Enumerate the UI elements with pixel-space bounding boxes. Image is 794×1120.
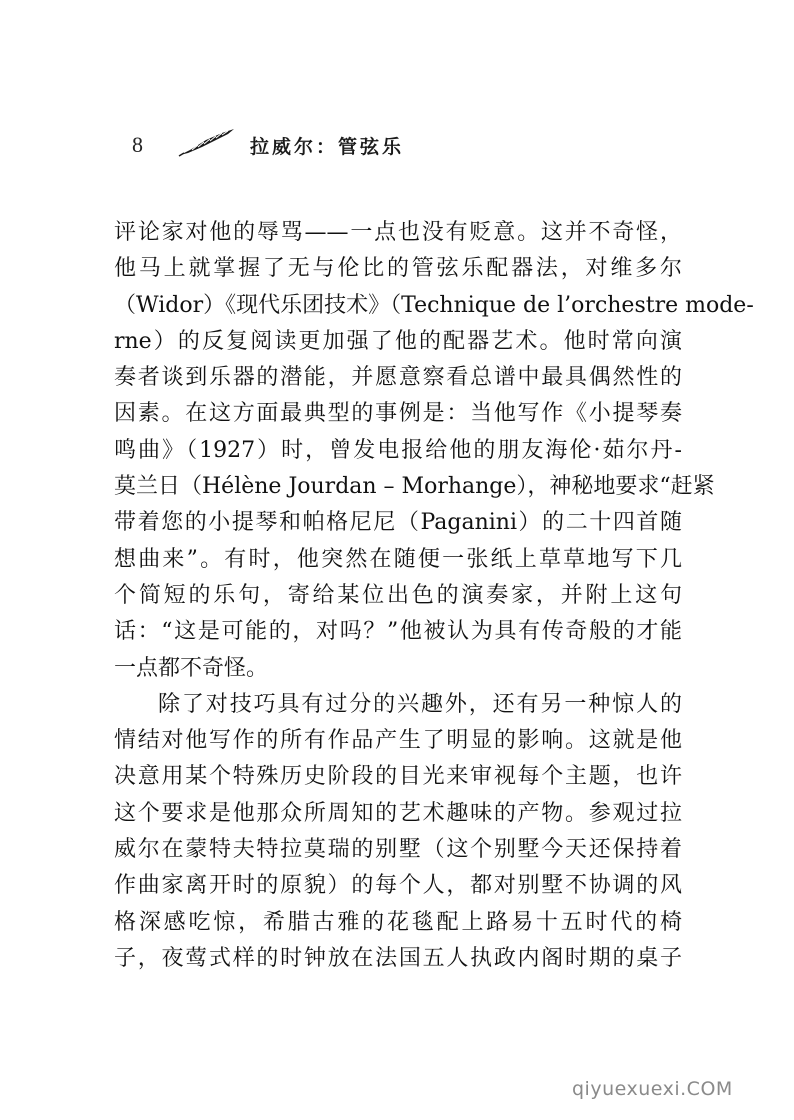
text-line: 子，夜莺式样的时钟放在法国五人执政内阁时期的桌子: [114, 945, 682, 971]
watermark-logo: qiyuexuexi.COM: [572, 1078, 733, 1100]
text-line: 因素。在这方面最典型的事例是：当他写作《小提琴奏: [114, 401, 682, 427]
text-line: 想曲来”。有时，他突然在随便一张纸上草草地写下几: [114, 546, 682, 572]
text-line: 一点都不奇怪。: [114, 655, 269, 681]
text-line: 这个要求是他那众所周知的艺术趣味的产物。参观过拉: [114, 800, 682, 826]
text-line: 奏者谈到乐器的潜能，并愿意察看总谱中最具偶然性的: [114, 365, 682, 391]
text-line: 作曲家离开时的原貌）的每个人，都对别墅不协调的风: [114, 873, 682, 899]
text-line: 情结对他写作的所有作品产生了明显的影响。这就是他: [114, 728, 682, 754]
running-title: 拉威尔：管弦乐: [250, 136, 405, 158]
text-line: 鸣曲》（1927）时，曾发电报给他的朋友海伦·茹尔丹-: [114, 437, 682, 463]
text-line: 莫兰日（Hélène Jourdan – Morhange），神秘地要求“赶紧: [114, 474, 715, 500]
text-line: 决意用某个特殊历史阶段的目光来审视每个主题，也许: [114, 764, 682, 790]
page-header: [0, 128, 794, 162]
text-line: 威尔在蒙特夫特拉莫瑞的别墅（这个别墅今天还保持着: [114, 837, 682, 863]
text-line: 带着您的小提琴和帕格尼尼（Paganini）的二十四首随: [114, 510, 682, 536]
text-line: 他马上就掌握了无与伦比的管弦乐配器法，对维多尔: [114, 256, 682, 282]
text-line: （Widor）《现代乐团技术》（Technique de l’orchestre mode-: [114, 292, 754, 318]
body-text: [114, 215, 754, 977]
quill-pen-icon: [178, 128, 236, 158]
text-line: 话：“这是可能的，对吗？”他被认为具有传奇般的才能: [114, 619, 682, 645]
text-line: 个简短的乐句，寄给某位出色的演奏家，并附上这句: [114, 582, 682, 608]
page-number: 8: [132, 132, 143, 157]
text-line: 格深感吃惊，希腊古雅的花毯配上路易十五时代的椅: [114, 909, 682, 935]
text-line: 除了对技巧具有过分的兴趣外，还有另一种惊人的: [158, 691, 682, 717]
text-line: rne）的反复阅读更加强了他的配器艺术。他时常向演: [114, 328, 682, 354]
text-line: 评论家对他的辱骂——一点也没有贬意。这并不奇怪，: [114, 220, 682, 245]
